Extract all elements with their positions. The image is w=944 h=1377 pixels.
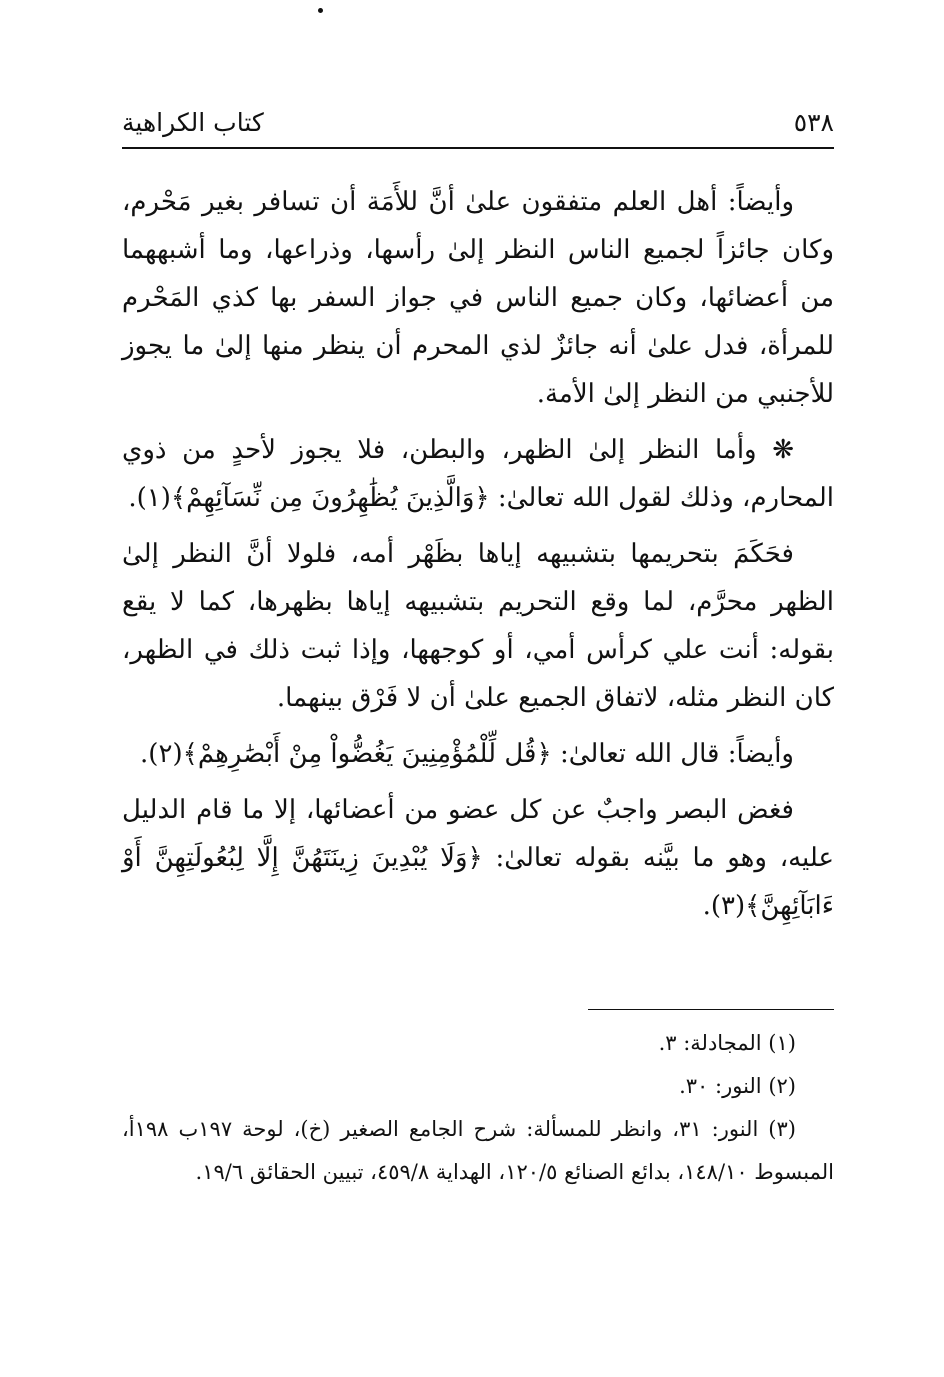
top-mark	[318, 8, 323, 13]
footnote-2: (٢) النور: ٣٠.	[679, 1074, 796, 1098]
page-header	[122, 108, 834, 146]
footnotes	[122, 1022, 834, 1194]
footnote-1: (١) المجادلة: ٣.	[658, 1031, 796, 1055]
main-text	[122, 178, 834, 938]
paragraph-2: ❋ وأما النظر إلىٰ الظهر، والبطن، فلا يجوز لأحدٍ من ذوي المحارم، وذلك لقول الله تعالىٰ: ﴿وَالَّذِينَ يُظَٰهِرُونَ مِن نِّسَآئِهِمْ﴾(١).	[122, 435, 834, 513]
header-rule	[122, 147, 834, 149]
paragraph-1: وأيضاً: أهل العلم متفقون علىٰ أنَّ للأَمَة أن تسافر بغير مَحْرم، وكان جائزاً لجميع الناس النظر إلىٰ رأسها، وذراعها، وما أشبههما من أعضائها، وكان جميع الناس في جواز السفر بها كذي المَحْرم للمرأة، فدل علىٰ أنه جائزٌ لذي المحرم أن ينظر منها إلىٰ ما يجوز للأجنبي من النظر إلىٰ الأمة.	[122, 187, 834, 409]
footnote-separator	[588, 1009, 834, 1010]
footnote-3: (٣) النور: ٣١، وانظر للمسألة: شرح الجامع الصغير (خ)، لوحة ١٩٧ب ١٩٨أ، المبسوط ١٤٨/١٠، بدائع الصنائع ١٢٠/٥، الهداية ٤٥٩/٨، تبيين الحقائق ١٩/٦.	[122, 1117, 834, 1184]
running-title: كتاب الكراهية	[122, 108, 264, 137]
paragraph-4: وأيضاً: قال الله تعالىٰ: ﴿قُل لِّلْمُؤْمِنِينَ يَغُضُّواْ مِنْ أَبْصَٰرِهِمْ﴾(٢).	[140, 739, 794, 769]
paragraph-5: فغض البصر واجبٌ عن كل عضو من أعضائها، إلا ما قام الدليل عليه، وهو ما بيَّنه بقوله تعالىٰ: ﴿وَلَا يُبْدِينَ زِينَتَهُنَّ إِلَّا لِبُعُولَتِهِنَّ أَوْ ءَابَآئِهِنَّ﴾(٣).	[122, 795, 834, 921]
paragraph-3: فحَكَمَ بتحريمها بتشبيهه إياها بظَهْر أمه، فلولا أنَّ النظر إلىٰ الظهر محرَّم، لما وقع التحريم بتشبيهه إياها بظهرها، كما لا يقع بقوله: أنت علي كرأس أمي، أو كوجهها، وإذا ثبت ذلك في الظهر، كان النظر مثله، لاتفاق الجميع علىٰ أن لا فَرْق بينهما.	[122, 539, 834, 713]
page-number: ٥٣٨	[793, 108, 834, 137]
